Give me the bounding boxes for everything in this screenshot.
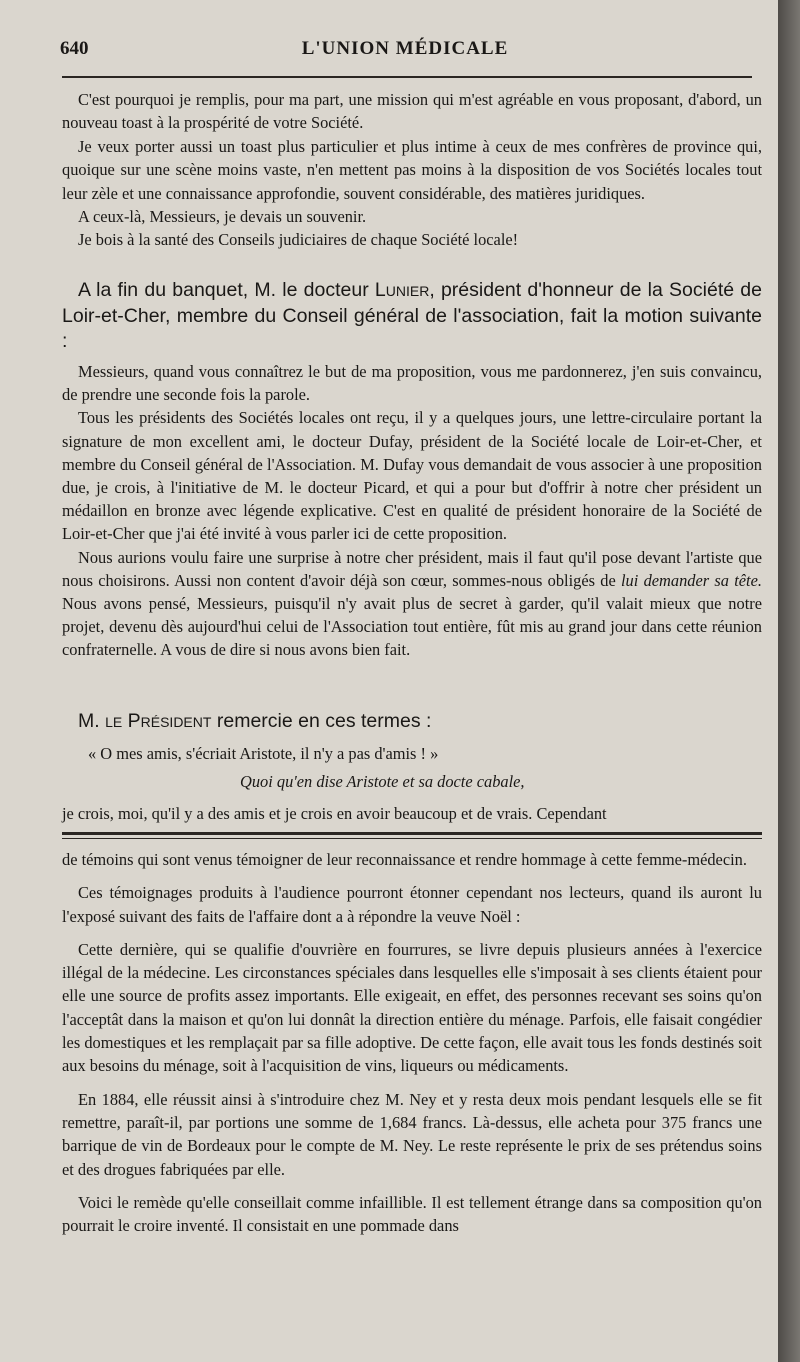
toast-paragraph: C'est pourquoi je remplis, pour ma part, une mission qui m'est agréable en vous proposant, d'abord, un nouveau toast à la prospérité de votre Société. [62, 90, 762, 133]
page-edge-shadow [778, 0, 800, 1362]
toast-paragraph: Je bois à la santé des Conseils judiciaires de chaque Société locale! [78, 230, 519, 250]
speech-paragraph: Messieurs, quand vous connaîtrez le but de ma proposition, vous me pardonnerez, j'en suis convaincu, de prendre une seconde fois la parole. [62, 362, 762, 405]
page-number: 640 [60, 38, 89, 59]
article-paragraph: Voici le remède qu'elle conseillait comme infaillible. Il est tellement étrange dans sa composition qu'on pourrait le croire inventé. Il consistait en une pommade dans [62, 1192, 762, 1236]
toast-speech [62, 88, 762, 252]
speech-text: Nous aurions voulu faire une surprise à notre cher président, mais il faut qu'il pose devant l'artiste que nous choisirons. Aussi non content d'avoir déjà son cœur, sommes-nous obligés de [62, 547, 762, 590]
speaker-title: le Président [105, 710, 212, 732]
narration-lunier [62, 278, 762, 355]
section-rule-bottom [62, 838, 762, 839]
page-header [60, 38, 750, 64]
header-rule [62, 76, 752, 78]
article-paragraph: Cette dernière, qui se qualifie d'ouvrière en fourrures, se livre depuis plusieurs années à l'exercice illégal de la médecine. Les circonstances spéciales dans lesquelles elle s'imposait à ses clients étaient pour elle une source de profits assez importants. Elle exigeait, en effet, des personnes recevant ses soins qu'on l'acceptât dans la maison et qu'on lui donnât la direction entière du ménage. Parfois, elle faisait congédier les domestiques et les remplaçait par sa fille adoptive. De cette façon, elle avait tous les fonds destinés soit aux besoins du ménage, soit à l'acquisition de vins, liqueurs ou médicaments. [62, 939, 762, 1076]
speaker-name: Lunier [374, 279, 430, 301]
narration-text: A la fin du banquet, M. le docteur [78, 279, 375, 301]
toast-paragraph: Je veux porter aussi un toast plus particulier et plus intime à ceux de mes confrères de province qui, quoique sur une scène moins vaste, n'en mettent pas moins à la disposition de vos Sociétés locales tout leur zèle et une connaissance approfondie, souvent considérable, des matières juridiques. [62, 136, 762, 203]
narration-text: M. [78, 710, 106, 732]
narration-president [62, 708, 762, 734]
speech-italic: lui demander sa tête. [621, 570, 762, 590]
article-paragraph: de témoins qui sont venus témoigner de leur reconnaissance et rendre hommage à cette femme-médecin. [62, 850, 747, 869]
running-title: L'UNION MÉDICALE [301, 38, 509, 59]
section-rule-top [62, 832, 762, 835]
article-paragraph: En 1884, elle réussit ainsi à s'introduire chez M. Ney et y resta deux mois pendant lesquels elle se fit remettre, paraît-il, par portions une somme de 1,684 francs. Là-dessus, elle acheta pour 375 francs une barrique de vin de Bordeaux pour le compte de M. Ney. Le reste représente le prix de ses prétendus soins et des drogues fabriquées par elle. [62, 1089, 762, 1179]
speech-text: Nous avons pensé, Messieurs, puisqu'il n'y avait plus de secret à garder, qu'il valait mieux que notre projet, devenu dès aujourd'hui celui de l'Association tout entière, fût mis au grand jour dans cette réunion confraternelle. A vous de dire si nous avons bien fait. [62, 594, 762, 660]
narration-text: remercie en ces termes : [211, 710, 432, 732]
narration-text: , président d'honneur de la Société de Loir-et-Cher, membre du Conseil général de l'association, fait la motion suivante : [62, 279, 762, 352]
lunier-speech [62, 360, 762, 662]
verse-quote: Quoi qu'en dise Aristote et sa docte cabale, [240, 772, 525, 791]
speech-paragraph: Tous les présidents des Sociétés locales ont reçu, il y a quelques jours, une lettre-circulaire portant la signature de mon excellent ami, le docteur Dufay, président de la Société locale de Loir-et-Cher, et membre du Conseil général de l'Association. M. Dufay vous demandait de vous associer à une proposition due, je crois, à l'initiative de M. le docteur Picard, et qui a pour but d'offrir à notre cher président un médaillon en bronze avec légende explicative. C'est en qualité de président honoraire de la Société de Loir-et-Cher que j'ai été invité à vous parler ici de cette proposition. [62, 408, 762, 544]
closing-line: je crois, moi, qu'il y a des amis et je crois en avoir beaucoup et de vrais. Cependant [62, 804, 607, 823]
article-paragraph: Ces témoignages produits à l'audience pourront étonner cependant nos lecteurs, quand ils auront lu l'exposé suivant des faits de l'affaire dont a à répondre la veuve Noël : [62, 883, 762, 926]
aristotle-quote: « O mes amis, s'écriait Aristote, il n'y a pas d'amis ! » [88, 744, 439, 763]
article-body [62, 848, 762, 1237]
speech-paragraph [62, 546, 762, 662]
toast-paragraph: A ceux-là, Messieurs, je devais un souvenir. [78, 207, 367, 227]
